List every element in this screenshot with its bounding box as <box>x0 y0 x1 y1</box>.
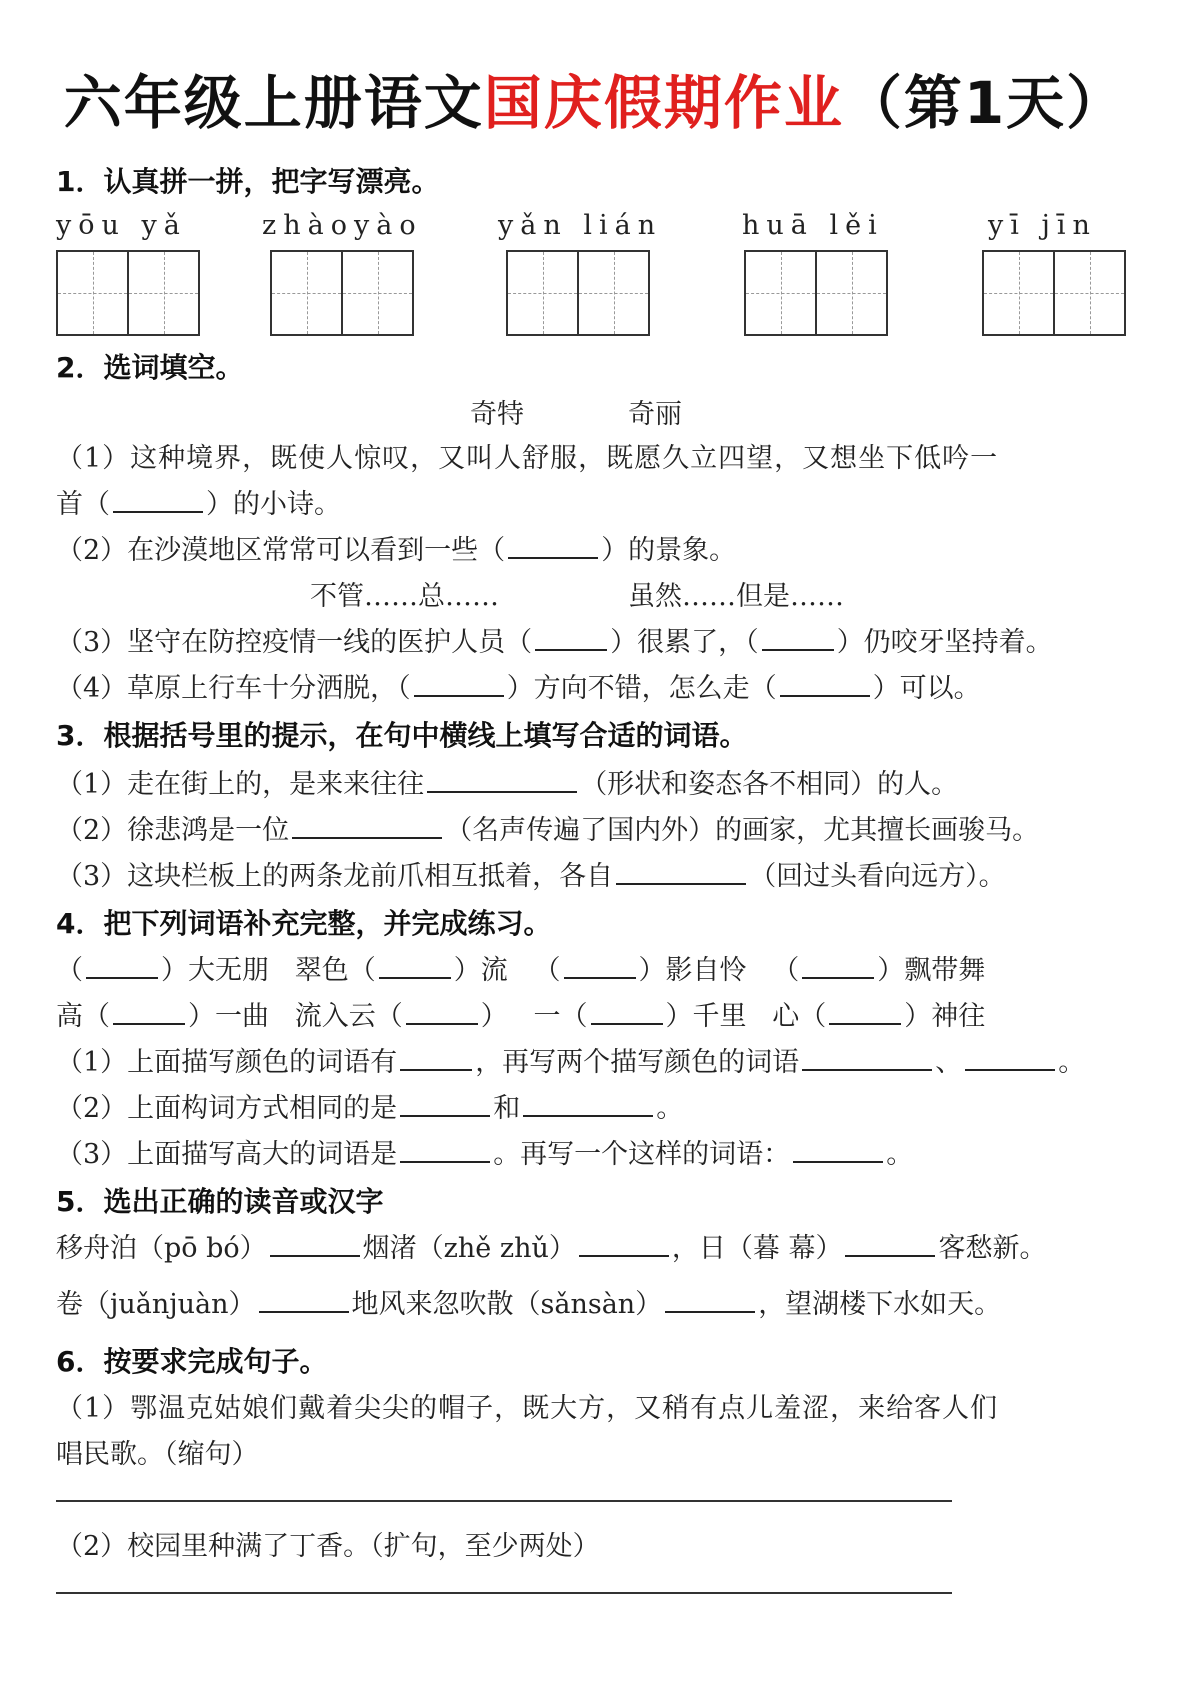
q4-sub-2: （2）上面构词方式相同的是 和 。 <box>56 1093 684 1124</box>
blank[interactable] <box>414 673 504 697</box>
q4-sub-3: （3）上面描写高大的词语是 。再写一个这样的词语： 。 <box>56 1139 914 1170</box>
q2-choice-2: 奇丽 <box>628 399 682 430</box>
q2-choice-4: 虽然……但是…… <box>628 581 844 612</box>
q2-sentence-3: （3）坚守在防控疫情一线的医护人员（ ）很累了，（ ）仍咬牙坚持着。 <box>56 627 1053 658</box>
blank[interactable] <box>86 955 158 979</box>
q6-label: 6．按要求完成句子。 <box>56 1345 328 1378</box>
blank[interactable] <box>802 955 874 979</box>
tianzige-box-5[interactable] <box>982 250 1126 336</box>
q6-sentence-2: （2）校园里种满了丁香。（扩句，至少两处） <box>56 1531 600 1562</box>
blank[interactable] <box>780 673 870 697</box>
pinyin-4: huā lěi <box>742 210 884 241</box>
blank[interactable] <box>427 769 577 793</box>
blank[interactable] <box>292 815 442 839</box>
q2-choice-3: 不管……总…… <box>310 581 499 612</box>
blank[interactable] <box>845 1233 935 1257</box>
q4-idiom-row-2: 高（ ）一曲 流入云（ ） 一（ ）千里 心（ ）神往 <box>56 1001 986 1032</box>
q2-sentence-1b: 首（ ）的小诗。 <box>56 489 341 520</box>
q1-label: 1．认真拼一拼，把字写漂亮。 <box>56 165 440 198</box>
page-title <box>0 56 1190 140</box>
tianzige-box-3[interactable] <box>506 250 650 336</box>
q2-sentence-2: （2）在沙漠地区常常可以看到一些（ ）的景象。 <box>56 535 737 566</box>
q4-label: 4．把下列词语补充完整，并完成练习。 <box>56 907 552 940</box>
blank[interactable] <box>508 535 598 559</box>
blank[interactable] <box>379 955 451 979</box>
blank[interactable] <box>762 627 834 651</box>
q6-sentence-1b: 唱民歌。（缩句） <box>56 1439 259 1470</box>
blank[interactable] <box>535 627 607 651</box>
q2-sentence-4: （4）草原上行车十分洒脱，（ ）方向不错，怎么走（ ）可以。 <box>56 673 981 704</box>
blank[interactable] <box>564 955 636 979</box>
pinyin-3: yǎn lián <box>498 210 663 241</box>
q2-choice-1: 奇特 <box>470 399 524 430</box>
blank[interactable] <box>113 1001 185 1025</box>
blank[interactable] <box>591 1001 663 1025</box>
q5-label: 5．选出正确的读音或汉字 <box>56 1185 384 1218</box>
blank[interactable] <box>523 1093 653 1117</box>
answer-line-2[interactable] <box>56 1592 952 1594</box>
q2-label: 2．选词填空。 <box>56 351 244 384</box>
q4-idiom-row-1: （ ）大无朋 翠色（ ）流 （ ）影自怜 （ ）飘带舞 <box>56 955 986 986</box>
q3-sentence-3: （3）这块栏板上的两条龙前爪相互抵着，各自 （回过头看向远方）。 <box>56 861 1006 892</box>
blank[interactable] <box>270 1233 360 1257</box>
title-black: 六年级上册语文 <box>63 69 484 137</box>
blank[interactable] <box>113 489 203 513</box>
blank[interactable] <box>965 1047 1055 1071</box>
tianzige-box-1[interactable] <box>56 250 200 336</box>
pinyin-2: zhàoyào <box>262 210 423 241</box>
q3-sentence-2: （2）徐悲鸿是一位 （名声传遍了国内外）的画家，尤其擅长画骏马。 <box>56 815 1040 846</box>
q2-sentence-1a: （1）这种境界，既使人惊叹，又叫人舒服，既愿久立四望，又想坐下低吟一 <box>56 443 999 474</box>
tianzige-box-2[interactable] <box>270 250 414 336</box>
blank[interactable] <box>616 861 746 885</box>
q5-line-1: 移舟泊（pō bó） 烟渚（zhě zhǔ） ，日（暮 幕） 客愁新。 <box>56 1233 1047 1264</box>
title-red: 国庆假期作业 <box>483 69 844 137</box>
blank[interactable] <box>400 1047 472 1071</box>
q4-sub-1: （1）上面描写颜色的词语有 ，再写两个描写颜色的词语 、 。 <box>56 1047 1086 1078</box>
blank[interactable] <box>829 1001 901 1025</box>
blank[interactable] <box>665 1289 755 1313</box>
tianzige-box-4[interactable] <box>744 250 888 336</box>
blank[interactable] <box>400 1093 490 1117</box>
q3-label: 3．根据括号里的提示，在句中横线上填写合适的词语。 <box>56 719 748 752</box>
blank[interactable] <box>802 1047 932 1071</box>
blank[interactable] <box>406 1001 478 1025</box>
blank[interactable] <box>579 1233 669 1257</box>
q3-sentence-1: （1）走在街上的，是来来往往 （形状和姿态各不相同）的人。 <box>56 769 959 800</box>
q6-sentence-1a: （1）鄂温克姑娘们戴着尖尖的帽子，既大方，又稍有点儿羞涩，来给客人们 <box>56 1393 999 1424</box>
pinyin-5: yī jīn <box>988 210 1097 241</box>
pinyin-1: yōu yǎ <box>56 210 187 241</box>
answer-line-1[interactable] <box>56 1500 952 1502</box>
q5-line-2: 卷（juǎnjuàn） 地风来忽吹散（sǎnsàn） ，望湖楼下水如天。 <box>56 1289 1002 1320</box>
title-day: （第1天） <box>843 69 1127 137</box>
blank[interactable] <box>259 1289 349 1313</box>
blank[interactable] <box>400 1139 490 1163</box>
blank[interactable] <box>793 1139 883 1163</box>
